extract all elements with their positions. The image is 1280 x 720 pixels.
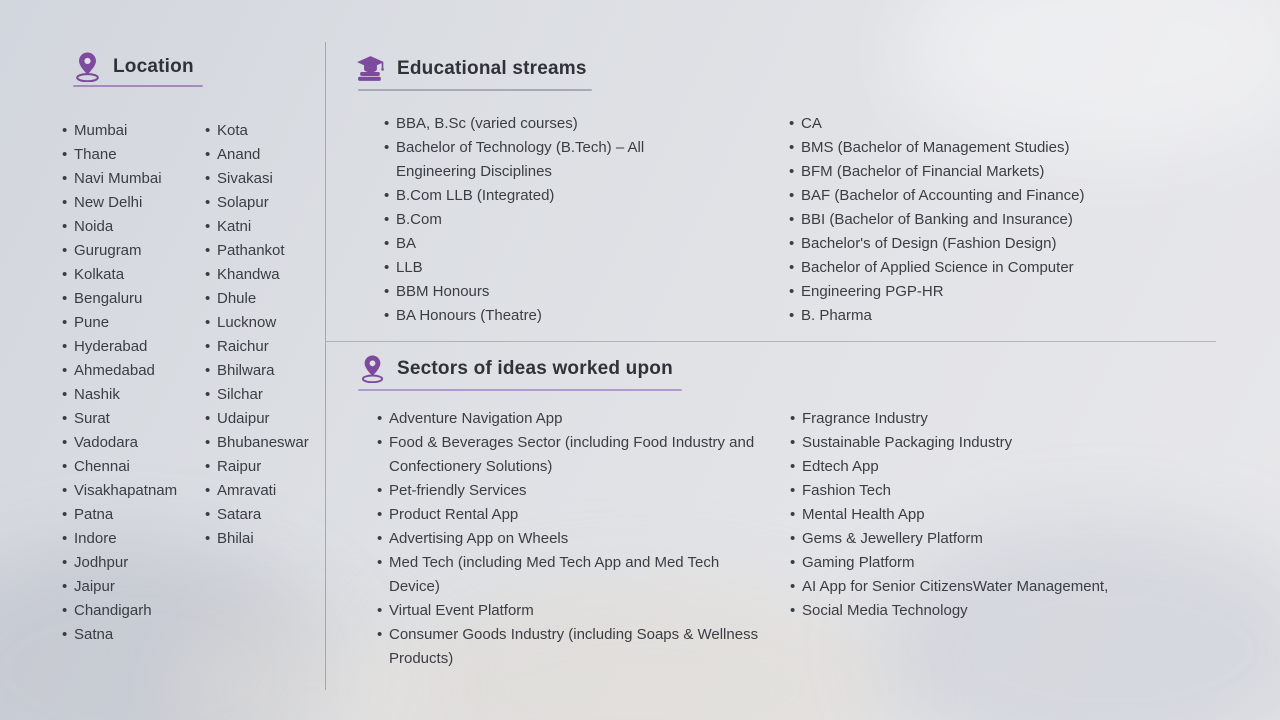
list-item-text: Jaipur bbox=[74, 578, 115, 595]
bullet-icon: • bbox=[205, 386, 211, 403]
list-item bbox=[377, 599, 769, 623]
list-item bbox=[205, 287, 335, 311]
list-item-text: Noida bbox=[74, 218, 114, 235]
list-item bbox=[62, 191, 204, 215]
list-item bbox=[384, 304, 684, 328]
list-item bbox=[62, 407, 204, 431]
list-item-text: Food & Beverages Sector (including Food Industry and Confectionery Solutions) bbox=[389, 434, 755, 475]
list-item bbox=[62, 167, 204, 191]
bullet-icon: • bbox=[62, 410, 68, 427]
bullet-icon: • bbox=[377, 410, 383, 427]
list-item bbox=[62, 431, 204, 455]
list-item bbox=[789, 184, 1134, 208]
bullet-icon: • bbox=[790, 530, 796, 547]
bullet-icon: • bbox=[384, 115, 390, 132]
bullet-icon: • bbox=[790, 410, 796, 427]
list-item-text: BFM (Bachelor of Financial Markets) bbox=[801, 163, 1045, 180]
bullet-icon: • bbox=[62, 170, 68, 187]
bullet-icon: • bbox=[790, 434, 796, 451]
list-item bbox=[62, 143, 204, 167]
bullet-icon: • bbox=[205, 218, 211, 235]
bullet-icon: • bbox=[62, 506, 68, 523]
list-item-text: New Delhi bbox=[74, 194, 143, 211]
bullet-icon: • bbox=[377, 482, 383, 499]
list-item bbox=[384, 256, 684, 280]
list-item-text: Navi Mumbai bbox=[74, 170, 162, 187]
list-item-text: Bachelor of Technology (B.Tech) – All Engineering Disciplines bbox=[396, 139, 645, 180]
bullet-icon: • bbox=[384, 283, 390, 300]
list-item bbox=[205, 335, 335, 359]
bullet-icon: • bbox=[205, 194, 211, 211]
bullet-icon: • bbox=[62, 194, 68, 211]
list-item-text: Kolkata bbox=[74, 266, 125, 283]
bullet-icon: • bbox=[789, 211, 795, 228]
list-item-text: BA Honours (Theatre) bbox=[396, 307, 542, 324]
list-item bbox=[789, 304, 1134, 328]
list-item bbox=[205, 263, 335, 287]
bullet-icon: • bbox=[62, 290, 68, 307]
list-item bbox=[62, 239, 204, 263]
list-item bbox=[377, 503, 769, 527]
list-item bbox=[384, 184, 684, 208]
bullet-icon: • bbox=[205, 362, 211, 379]
list-item-text: Amravati bbox=[217, 482, 277, 499]
bullet-icon: • bbox=[789, 187, 795, 204]
horizontal-divider bbox=[326, 341, 1216, 342]
bullet-icon: • bbox=[62, 434, 68, 451]
bullet-icon: • bbox=[62, 578, 68, 595]
list-item-text: Thane bbox=[74, 146, 117, 163]
list-item-text: Advertising App on Wheels bbox=[389, 530, 569, 547]
list-item-text: B.Com LLB (Integrated) bbox=[396, 187, 555, 204]
list-item bbox=[205, 431, 335, 455]
bullet-icon: • bbox=[789, 235, 795, 252]
bullet-icon: • bbox=[377, 554, 383, 571]
list-item bbox=[790, 527, 1180, 551]
educational-streams-underline bbox=[358, 89, 592, 91]
list-item bbox=[62, 215, 204, 239]
list-item bbox=[205, 527, 335, 551]
list-item-text: Nashik bbox=[74, 386, 120, 403]
educational-streams-list-col2 bbox=[789, 112, 1134, 328]
bullet-icon: • bbox=[789, 139, 795, 156]
list-item-text: Fragrance Industry bbox=[802, 410, 928, 427]
list-item bbox=[790, 431, 1180, 455]
list-item-text: B. Pharma bbox=[801, 307, 872, 324]
list-item bbox=[62, 479, 204, 503]
sectors-title: Sectors of ideas worked upon bbox=[397, 357, 673, 379]
location-underline bbox=[73, 85, 203, 87]
list-item-text: Bhubaneswar bbox=[217, 434, 309, 451]
bullet-icon: • bbox=[62, 146, 68, 163]
list-item bbox=[789, 136, 1134, 160]
list-item-text: AI App for Senior CitizensWater Management, bbox=[802, 578, 1109, 595]
list-item bbox=[205, 191, 335, 215]
location-city-list-col1 bbox=[62, 119, 204, 647]
list-item bbox=[205, 479, 335, 503]
list-item-text: Hyderabad bbox=[74, 338, 148, 355]
sectors-list-col1 bbox=[377, 407, 769, 671]
list-item-text: B.Com bbox=[396, 211, 442, 228]
list-item bbox=[62, 599, 204, 623]
list-item bbox=[789, 208, 1134, 232]
list-item-text: Satara bbox=[217, 506, 262, 523]
bullet-icon: • bbox=[205, 290, 211, 307]
list-item-text: Solapur bbox=[217, 194, 269, 211]
bullet-icon: • bbox=[62, 242, 68, 259]
bullet-icon: • bbox=[205, 410, 211, 427]
list-item-text: Bhilwara bbox=[217, 362, 275, 379]
list-item-text: Product Rental App bbox=[389, 506, 519, 523]
list-item-text: Chandigarh bbox=[74, 602, 152, 619]
list-item bbox=[62, 503, 204, 527]
location-title: Location bbox=[113, 55, 194, 77]
list-item-text: Gems & Jewellery Platform bbox=[802, 530, 983, 547]
list-item bbox=[790, 503, 1180, 527]
map-pin-icon bbox=[360, 354, 385, 383]
list-item bbox=[62, 623, 204, 647]
list-item bbox=[205, 215, 335, 239]
bullet-icon: • bbox=[384, 211, 390, 228]
bullet-icon: • bbox=[62, 626, 68, 643]
list-item bbox=[790, 455, 1180, 479]
bullet-icon: • bbox=[62, 386, 68, 403]
bullet-icon: • bbox=[790, 554, 796, 571]
list-item-text: Dhule bbox=[217, 290, 257, 307]
list-item-text: Fashion Tech bbox=[802, 482, 891, 499]
list-item bbox=[62, 335, 204, 359]
list-item bbox=[377, 623, 769, 671]
bullet-icon: • bbox=[205, 482, 211, 499]
list-item-text: Pet-friendly Services bbox=[389, 482, 527, 499]
list-item-text: Pune bbox=[74, 314, 110, 331]
list-item-text: CA bbox=[801, 115, 822, 132]
list-item bbox=[62, 455, 204, 479]
list-item-text: Kota bbox=[217, 122, 248, 139]
list-item-text: Gaming Platform bbox=[802, 554, 915, 571]
list-item bbox=[789, 280, 1134, 304]
list-item-text: Raichur bbox=[217, 338, 269, 355]
location-city-list-col2 bbox=[205, 119, 335, 551]
bullet-icon: • bbox=[384, 259, 390, 276]
list-item bbox=[205, 503, 335, 527]
sectors-underline bbox=[358, 389, 682, 391]
list-item bbox=[377, 479, 769, 503]
bullet-icon: • bbox=[62, 458, 68, 475]
list-item bbox=[789, 256, 1134, 280]
list-item bbox=[377, 551, 769, 599]
bullet-icon: • bbox=[790, 482, 796, 499]
list-item-text: LLB bbox=[396, 259, 423, 276]
list-item bbox=[790, 599, 1180, 623]
sectors-header bbox=[360, 354, 673, 383]
bullet-icon: • bbox=[205, 338, 211, 355]
list-item-text: BBM Honours bbox=[396, 283, 490, 300]
bullet-icon: • bbox=[377, 602, 383, 619]
list-item bbox=[377, 431, 769, 479]
list-item-text: Khandwa bbox=[217, 266, 280, 283]
list-item bbox=[377, 527, 769, 551]
list-item bbox=[205, 239, 335, 263]
list-item-text: Med Tech (including Med Tech App and Med Tech Device) bbox=[389, 554, 720, 595]
list-item bbox=[62, 359, 204, 383]
educational-streams-title: Educational streams bbox=[397, 57, 587, 79]
bullet-icon: • bbox=[205, 146, 211, 163]
list-item-text: Chennai bbox=[74, 458, 130, 475]
bullet-icon: • bbox=[62, 122, 68, 139]
list-item-text: Virtual Event Platform bbox=[389, 602, 534, 619]
list-item-text: Social Media Technology bbox=[802, 602, 968, 619]
bullet-icon: • bbox=[62, 602, 68, 619]
list-item bbox=[384, 112, 684, 136]
list-item bbox=[205, 383, 335, 407]
list-item-text: BBI (Bachelor of Banking and Insurance) bbox=[801, 211, 1073, 228]
bullet-icon: • bbox=[205, 122, 211, 139]
bullet-icon: • bbox=[377, 506, 383, 523]
bullet-icon: • bbox=[205, 458, 211, 475]
list-item bbox=[384, 208, 684, 232]
bullet-icon: • bbox=[62, 530, 68, 547]
bullet-icon: • bbox=[62, 554, 68, 571]
list-item bbox=[62, 311, 204, 335]
bullet-icon: • bbox=[384, 307, 390, 324]
bullet-icon: • bbox=[789, 163, 795, 180]
bullet-icon: • bbox=[790, 578, 796, 595]
bullet-icon: • bbox=[205, 266, 211, 283]
bullet-icon: • bbox=[205, 314, 211, 331]
list-item bbox=[384, 232, 684, 256]
map-pin-icon bbox=[74, 51, 101, 82]
list-item-text: Vadodara bbox=[74, 434, 138, 451]
list-item-text: Lucknow bbox=[217, 314, 277, 331]
list-item-text: Mental Health App bbox=[802, 506, 925, 523]
bullet-icon: • bbox=[789, 115, 795, 132]
bullet-icon: • bbox=[789, 307, 795, 324]
list-item bbox=[62, 383, 204, 407]
educational-streams-header bbox=[356, 55, 587, 82]
bullet-icon: • bbox=[205, 242, 211, 259]
list-item bbox=[789, 112, 1134, 136]
list-item bbox=[790, 479, 1180, 503]
bullet-icon: • bbox=[62, 362, 68, 379]
list-item-text: Raipur bbox=[217, 458, 262, 475]
list-item bbox=[62, 551, 204, 575]
list-item-text: Indore bbox=[74, 530, 117, 547]
list-item bbox=[205, 143, 335, 167]
list-item-text: Ahmedabad bbox=[74, 362, 155, 379]
graduation-cap-icon bbox=[356, 55, 385, 82]
bullet-icon: • bbox=[790, 506, 796, 523]
list-item-text: Bachelor's of Design (Fashion Design) bbox=[801, 235, 1057, 252]
list-item-text: BBA, B.Sc (varied courses) bbox=[396, 115, 578, 132]
list-item-text: Visakhapatnam bbox=[74, 482, 178, 499]
list-item bbox=[789, 160, 1134, 184]
list-item-text: Udaipur bbox=[217, 410, 270, 427]
bullet-icon: • bbox=[384, 139, 390, 156]
list-item-text: Jodhpur bbox=[74, 554, 129, 571]
list-item bbox=[789, 232, 1134, 256]
bullet-icon: • bbox=[377, 434, 383, 451]
bullet-icon: • bbox=[62, 314, 68, 331]
list-item-text: Bengaluru bbox=[74, 290, 143, 307]
list-item bbox=[205, 167, 335, 191]
list-item bbox=[205, 119, 335, 143]
list-item-text: Edtech App bbox=[802, 458, 879, 475]
list-item-text: Bhilai bbox=[217, 530, 254, 547]
list-item-text: Satna bbox=[74, 626, 114, 643]
bullet-icon: • bbox=[205, 506, 211, 523]
educational-streams-list-col1 bbox=[384, 112, 684, 328]
list-item bbox=[205, 455, 335, 479]
list-item bbox=[205, 407, 335, 431]
list-item bbox=[384, 280, 684, 304]
sectors-list-col2 bbox=[790, 407, 1180, 623]
list-item-text: Consumer Goods Industry (including Soaps & Wellness Products) bbox=[389, 626, 759, 667]
list-item bbox=[62, 119, 204, 143]
list-item bbox=[377, 407, 769, 431]
bullet-icon: • bbox=[789, 259, 795, 276]
bullet-icon: • bbox=[789, 283, 795, 300]
list-item-text: Katni bbox=[217, 218, 252, 235]
bullet-icon: • bbox=[62, 218, 68, 235]
bullet-icon: • bbox=[205, 170, 211, 187]
bullet-icon: • bbox=[62, 482, 68, 499]
list-item bbox=[62, 263, 204, 287]
list-item bbox=[205, 311, 335, 335]
list-item-text: BA bbox=[396, 235, 417, 252]
bullet-icon: • bbox=[790, 602, 796, 619]
bullet-icon: • bbox=[62, 338, 68, 355]
list-item-text: Surat bbox=[74, 410, 110, 427]
list-item-text: Gurugram bbox=[74, 242, 142, 259]
list-item-text: Sustainable Packaging Industry bbox=[802, 434, 1013, 451]
bullet-icon: • bbox=[377, 626, 383, 643]
bullet-icon: • bbox=[384, 235, 390, 252]
list-item bbox=[790, 551, 1180, 575]
list-item-text: Pathankot bbox=[217, 242, 285, 259]
bullet-icon: • bbox=[205, 434, 211, 451]
list-item-text: Sivakasi bbox=[217, 170, 273, 187]
list-item bbox=[790, 407, 1180, 431]
list-item bbox=[62, 527, 204, 551]
list-item bbox=[790, 575, 1180, 599]
bullet-icon: • bbox=[62, 266, 68, 283]
list-item bbox=[205, 359, 335, 383]
list-item-text: BMS (Bachelor of Management Studies) bbox=[801, 139, 1070, 156]
list-item-text: Adventure Navigation App bbox=[389, 410, 563, 427]
bullet-icon: • bbox=[205, 530, 211, 547]
list-item-text: Anand bbox=[217, 146, 261, 163]
list-item-text: Patna bbox=[74, 506, 114, 523]
list-item bbox=[62, 575, 204, 599]
list-item-text: Bachelor of Applied Science in Computer bbox=[801, 259, 1074, 276]
bullet-icon: • bbox=[790, 458, 796, 475]
location-header bbox=[74, 51, 194, 82]
list-item-text: Silchar bbox=[217, 386, 263, 403]
list-item-text: Mumbai bbox=[74, 122, 128, 139]
list-item bbox=[62, 287, 204, 311]
list-item bbox=[384, 136, 684, 184]
bullet-icon: • bbox=[384, 187, 390, 204]
list-item-text: BAF (Bachelor of Accounting and Finance) bbox=[801, 187, 1085, 204]
bullet-icon: • bbox=[377, 530, 383, 547]
list-item-text: Engineering PGP-HR bbox=[801, 283, 944, 300]
